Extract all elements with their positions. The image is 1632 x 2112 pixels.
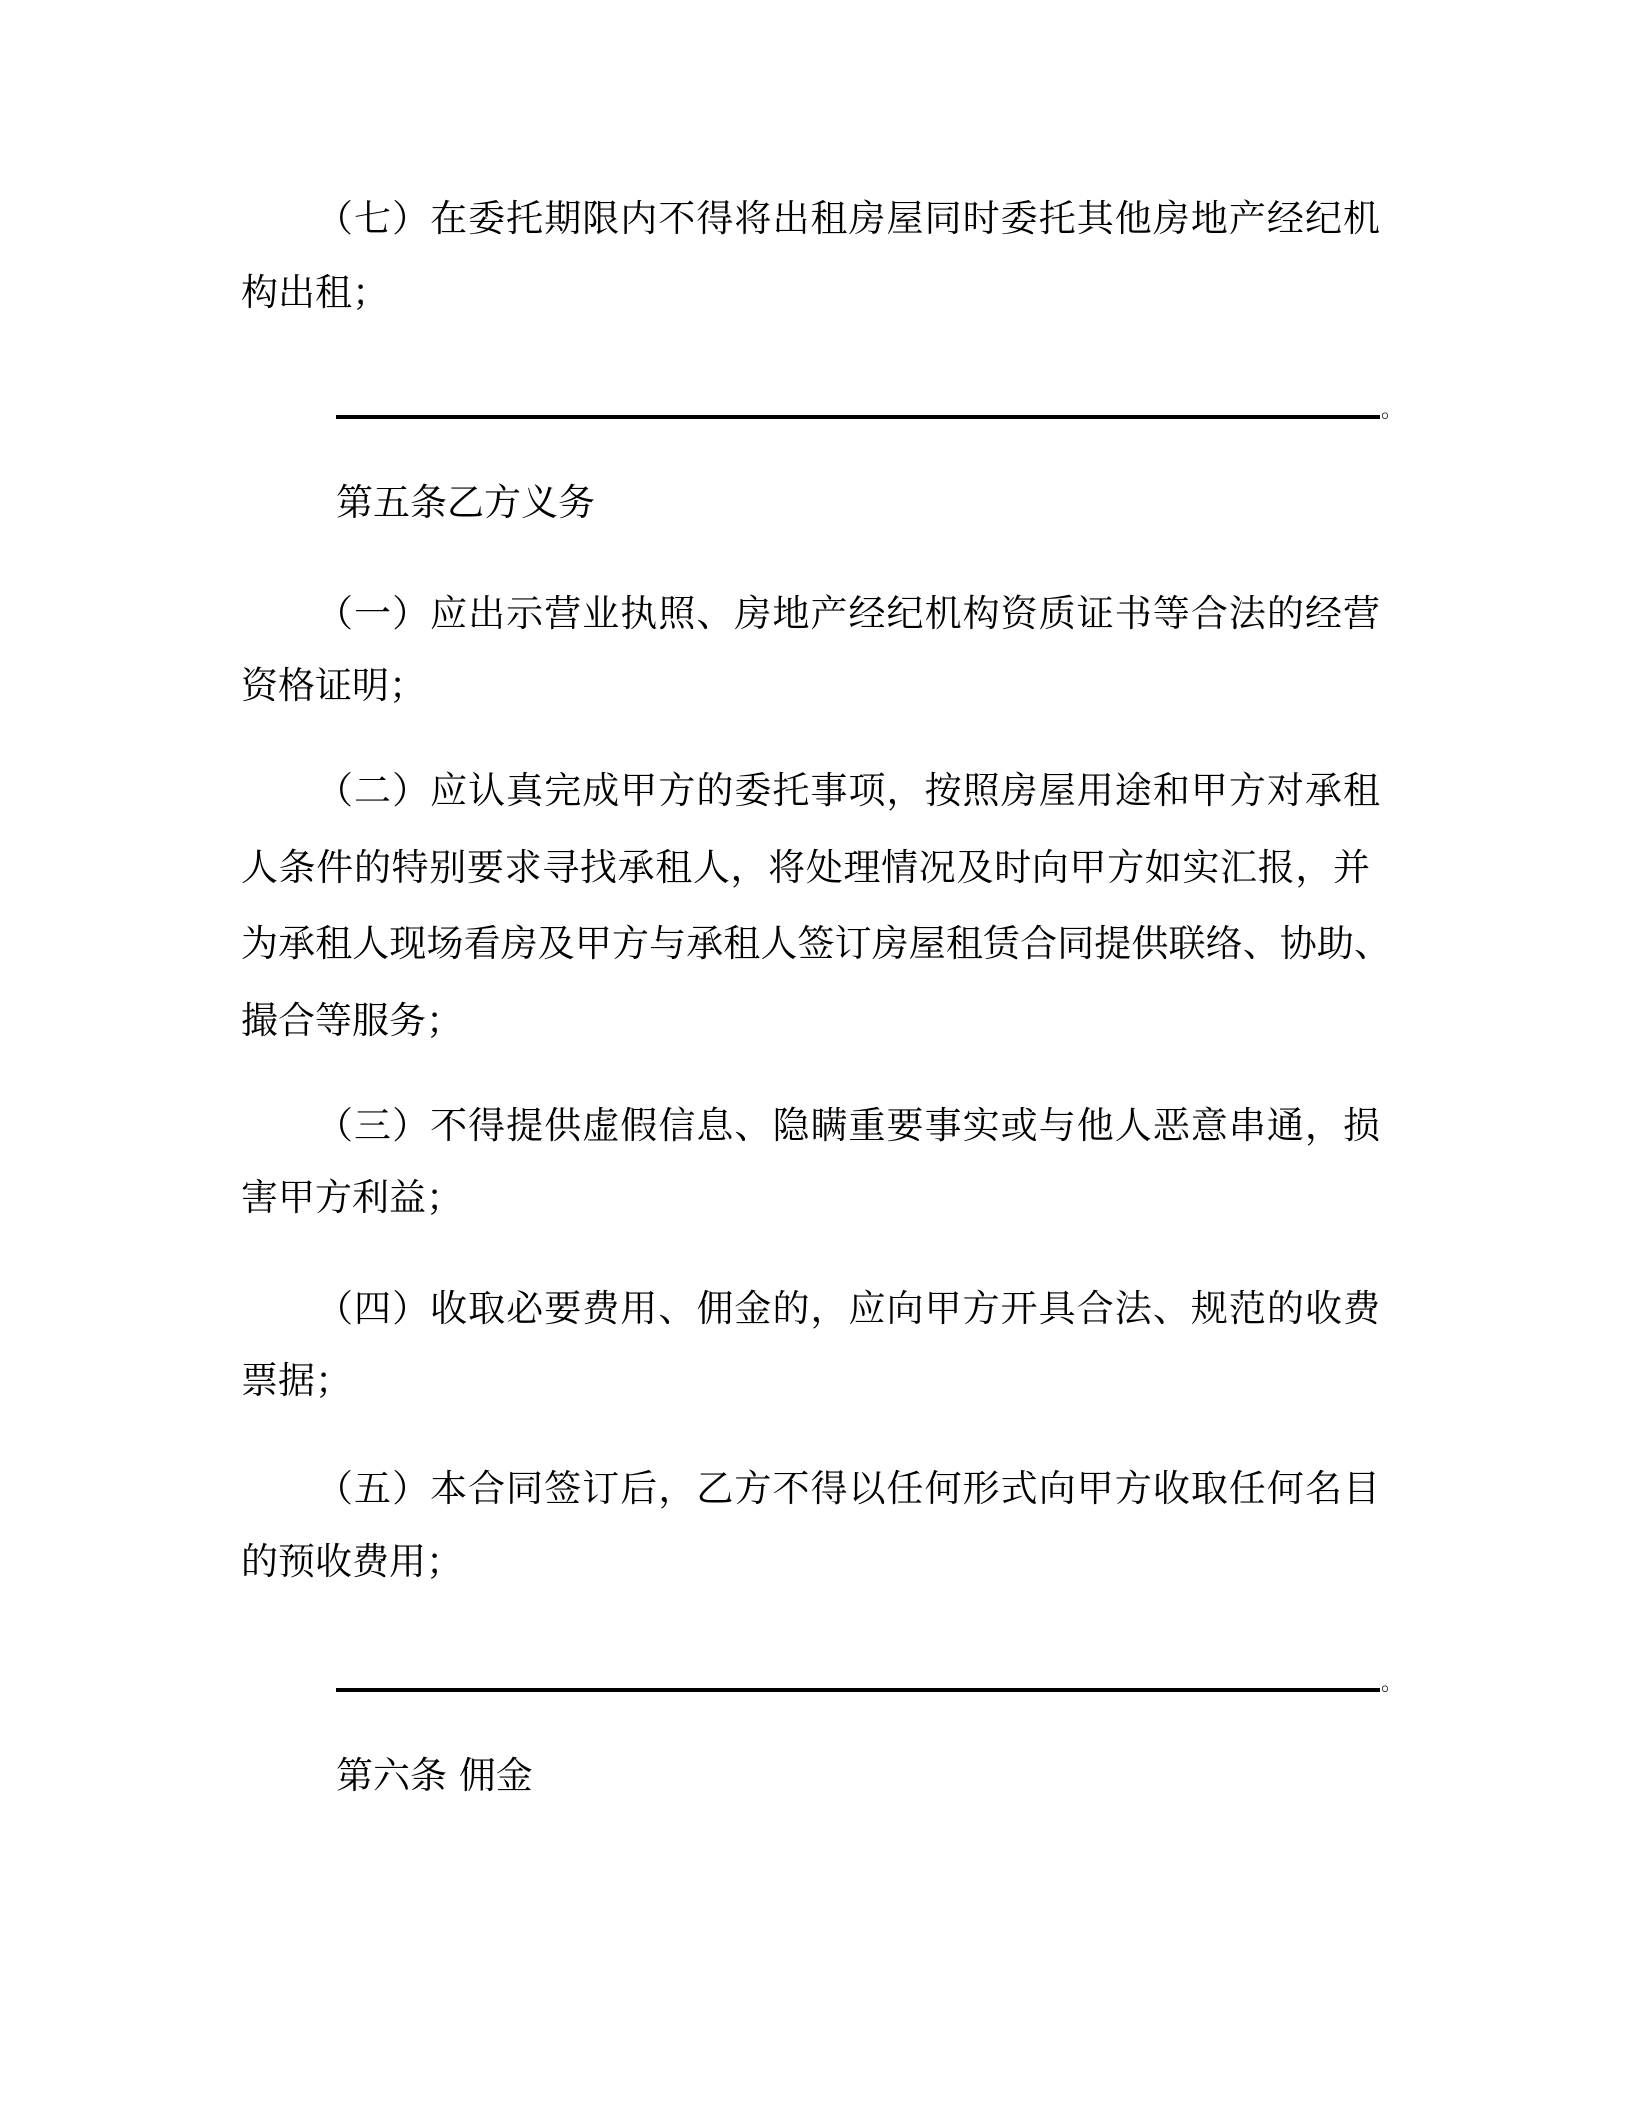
paragraph-line: （二）应认真完成甲方的委托事项，按照房屋用途和甲方对承租 — [316, 769, 1380, 812]
period-mark: 。 — [1381, 398, 1404, 423]
paragraph-line: 为承租人现场看房及甲方与承租人签订房屋租赁合同提供联络、协助、 — [241, 922, 1391, 965]
paragraph-line: 的预收费用； — [241, 1540, 463, 1583]
paragraph-line: （三）不得提供虚假信息、隐瞒重要事实或与他人恶意串通，损 — [316, 1104, 1380, 1147]
paragraph-line: 人条件的特别要求寻找承租人，将处理情况及时向甲方如实汇报，并 — [241, 846, 1370, 889]
paragraph-line: 资格证明； — [241, 664, 426, 707]
paragraph-line: （四）收取必要费用、佣金的，应向甲方开具合法、规范的收费 — [316, 1287, 1380, 1330]
paragraph-line: （五）本合同签订后，乙方不得以任何形式向甲方收取任何名目 — [316, 1467, 1380, 1510]
paragraph-line: （一）应出示营业执照、房地产经纪机构资质证书等合法的经营 — [316, 592, 1380, 635]
paragraph-line: 撮合等服务； — [241, 999, 463, 1042]
paragraph-line: 构出租； — [241, 271, 389, 314]
fill-in-blank-line — [336, 415, 1380, 419]
fill-in-blank-line — [336, 1688, 1380, 1692]
article-heading: 第五条乙方义务 — [336, 481, 595, 524]
paragraph-line: 票据； — [241, 1359, 352, 1402]
paragraph-line: （七）在委托期限内不得将出租房屋同时委托其他房地产经纪机 — [316, 197, 1380, 240]
article-heading: 第六条 佣金 — [336, 1754, 533, 1797]
paragraph-line: 害甲方利益； — [241, 1176, 463, 1219]
period-mark: 。 — [1381, 1671, 1404, 1696]
